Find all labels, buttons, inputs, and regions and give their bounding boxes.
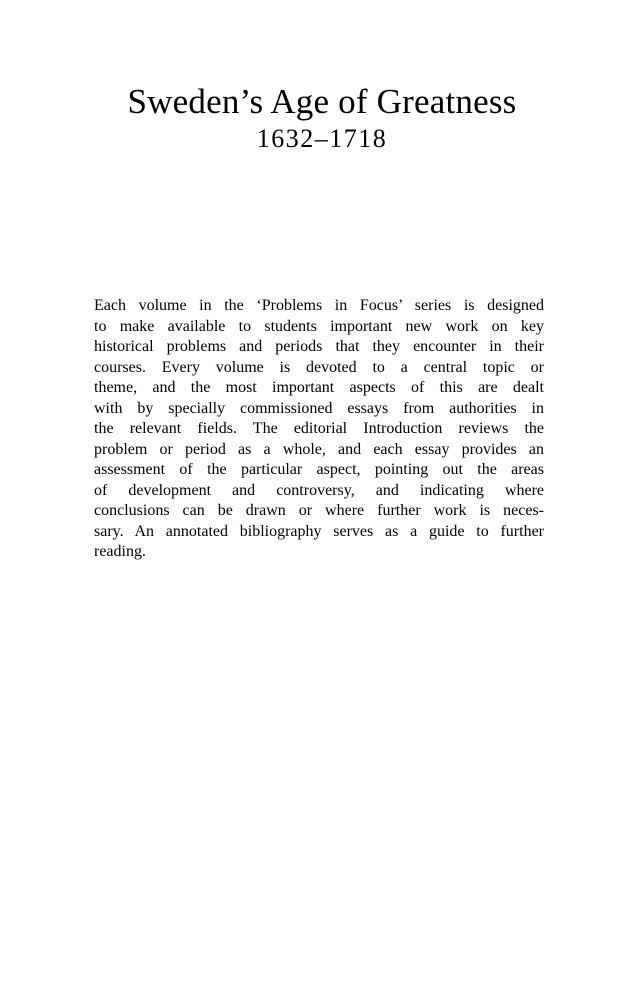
book-title: Sweden’s Age of Greatness (127, 82, 517, 121)
description-line: sary. An annotated bibliography serves as a guide to further (94, 522, 544, 540)
description-line: reading. (94, 543, 146, 560)
description-line: the relevant fields. The editorial Introduction reviews the (94, 420, 544, 437)
description-line: conclusions can be drawn or where further work is neces- (94, 502, 544, 519)
description-line: to make available to students important new work on key (94, 317, 544, 335)
description-line: problem or period as a whole, and each essay provides an (94, 440, 544, 458)
description-line: with by specially commissioned essays from authorities in (94, 399, 544, 417)
description-line: theme, and the most important aspects of this are dealt (94, 379, 544, 396)
book-date-range: 1632–1718 (256, 124, 388, 153)
description-line: Each volume in the ‘Problems in Focus’ series is designed (94, 297, 544, 314)
description-line: assessment of the particular aspect, pointing out the areas (94, 461, 544, 478)
description-line: courses. Every volume is devoted to a central topic or (94, 358, 544, 376)
description-line: historical problems and periods that they encounter in their (94, 338, 544, 355)
description-line: of development and controversy, and indicating where (94, 481, 544, 499)
series-description (94, 296, 544, 563)
